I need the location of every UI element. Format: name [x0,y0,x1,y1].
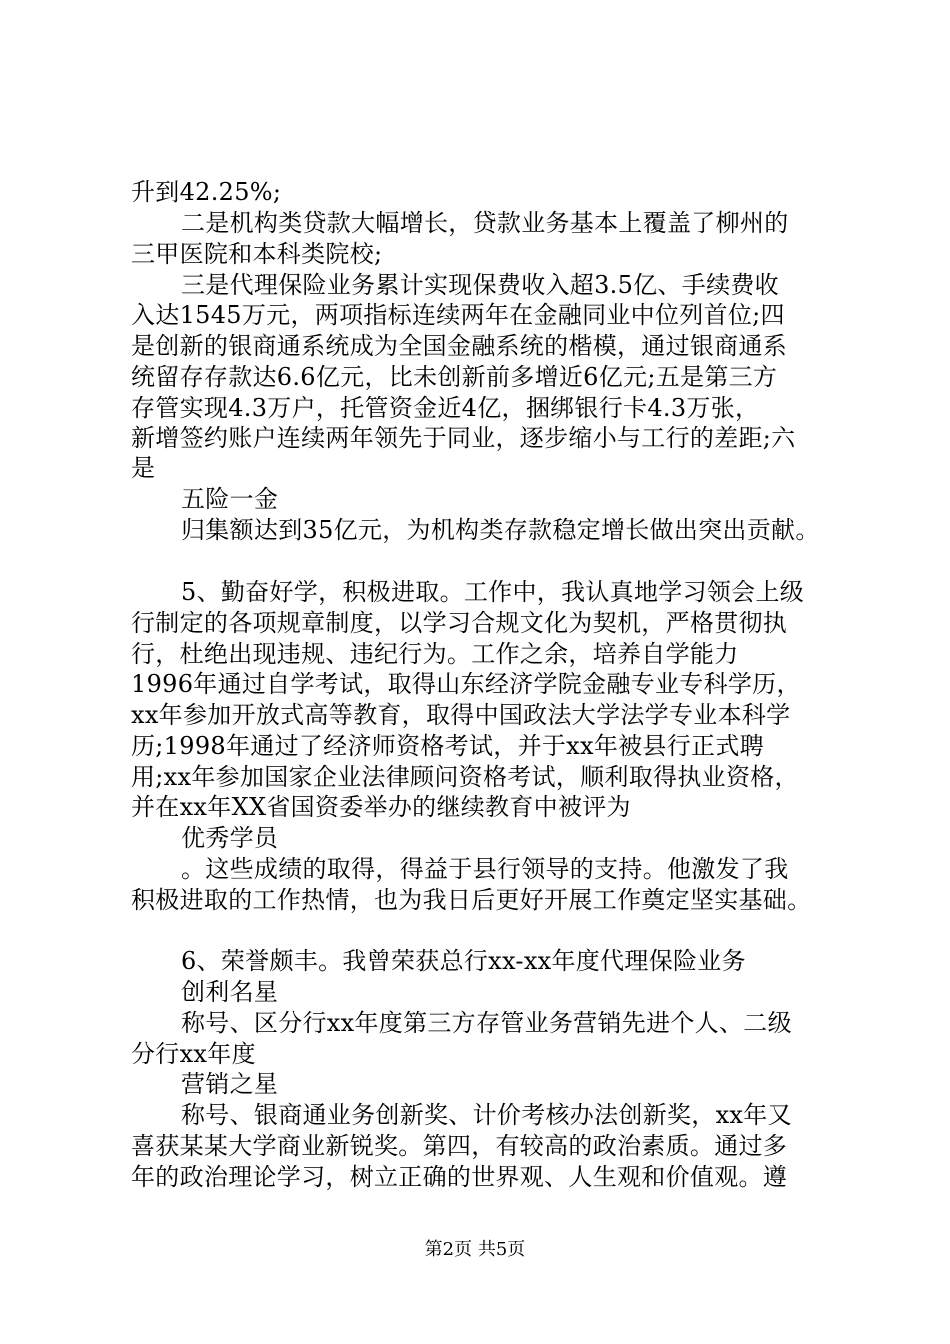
page-number-footer: 第2页 共5页 [424,1239,526,1260]
text-line: 二是机构类贷款大幅增长，贷款业务基本上覆盖了柳州的 [181,209,789,237]
text-line: 归集额达到35亿元，为机构类存款稳定增长做出突出贡献。 [181,516,820,544]
text-line: 用;xx年参加国家企业法律顾问资格考试，顺利取得执业资格， [131,763,799,791]
text-line: 是 [131,454,156,482]
text-line: 6、荣誉颇丰。我曾荣获总行xx-xx年度代理保险业务 [181,947,746,975]
text-line: xx年参加开放式高等教育，取得中国政法大学法学专业本科学 [131,701,791,729]
text-line: 入达1545万元，两项指标连续两年在金融同业中位列首位;四 [131,301,785,329]
text-line: 行，杜绝出现违规、违纪行为。工作之余，培养自学能力 [131,640,739,668]
text-line: 积极进取的工作热情，也为我日后更好开展工作奠定坚实基础。 [131,886,812,914]
text-line: 新增签约账户连续两年领先于同业，逐步缩小与工行的差距;六 [131,424,796,452]
text-line: 并在xx年XX省国资委举办的继续教育中被评为 [131,793,631,821]
text-line: 三甲医院和本科类院校; [131,240,383,268]
text-line: 三是代理保险业务累计实现保费收入超3.5亿、手续费收 [181,271,779,299]
text-line: 5、勤奋好学，积极进取。工作中，我认真地学习领会上级 [181,578,805,606]
text-line: 称号、区分行xx年度第三方存管业务营销先进个人、二级 [181,1009,792,1037]
text-line: 是创新的银商通系统成为全国金融系统的楷模，通过银商通系 [131,332,788,360]
text-line: 统留存存款达6.6亿元，比未创新前多增近6亿元;五是第三方 [131,363,778,391]
text-line: 称号、银商通业务创新奖、计价考核办法创新奖，xx年又 [181,1101,792,1129]
text-line: 升到42.25%; [131,178,282,206]
text-line: 优秀学员 [181,824,279,852]
text-line: 历;1998年通过了经济师资格考试，并于xx年被县行正式聘 [131,732,764,760]
text-line: 1996年通过自学考试，取得山东经济学院金融专业专科学历， [131,670,801,698]
text-line: 营销之星 [181,1070,279,1098]
text-line: 行制定的各项规章制度，以学习合规文化为契机，严格贯彻执 [131,609,788,637]
text-line: 创利名星 [181,978,279,1006]
text-line: 五险一金 [181,485,279,513]
text-line: 。这些成绩的取得，得益于县行领导的支持。他激发了我 [181,855,789,883]
text-line: 年的政治理论学习，树立正确的世界观、人生观和价值观。遵 [131,1163,788,1191]
text-line: 存管实现4.3万户，托管资金近4亿，捆绑银行卡4.3万张， [131,394,760,422]
text-line: 喜获某某大学商业新锐奖。第四，有较高的政治素质。通过多 [131,1132,788,1160]
text-line: 分行xx年度 [131,1040,256,1068]
